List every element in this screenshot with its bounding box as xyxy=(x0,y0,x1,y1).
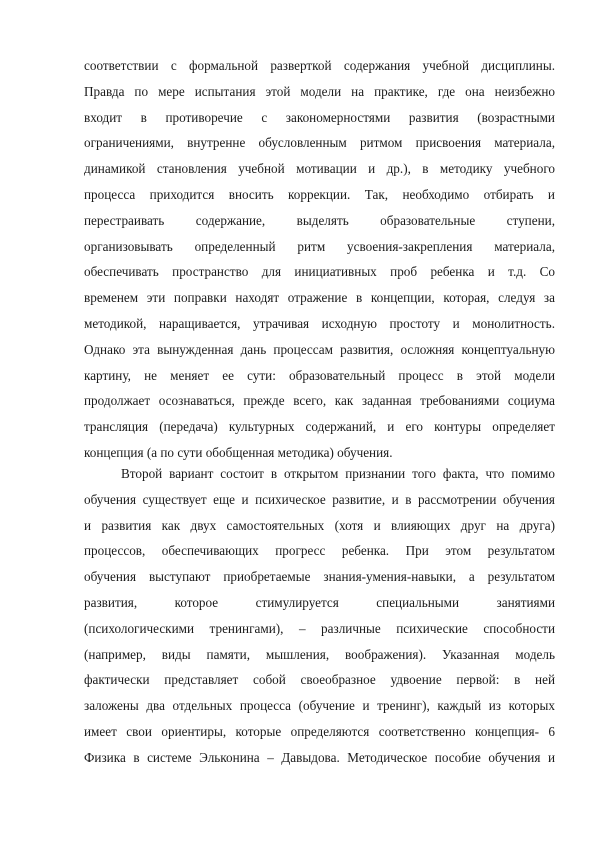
text-line: (например, виды памяти, мышления, воображения). Указанная модель xyxy=(84,646,555,662)
text-line: Физика в системе Эльконина – Давыдова. Методическое пособие обучения и xyxy=(84,749,555,765)
text-line: методикой, наращивается, утрачивая исходную простоту и монолитность. xyxy=(84,315,555,331)
text-line: имеет свои ориентиры, которые определяются соответственно концепция- 6 xyxy=(84,723,555,739)
text-line: обучения выступают приобретаемые знания-умения-навыки, а результатом xyxy=(84,569,555,585)
text-line: и развития как двух самостоятельных (хотя и влияющих друг на друга) xyxy=(84,517,555,533)
text-line: процесса приходится вносить коррекции. Так, необходимо отбирать и xyxy=(84,186,555,202)
text-line: организовывать определенный ритм усвоения-закрепления материала, xyxy=(84,238,555,254)
text-line: перестраивать содержание, выделять образовательные ступени, xyxy=(84,212,555,228)
text-line: концепция (а по сути обобщенная методика) обучения. xyxy=(84,444,393,460)
paragraph-1 xyxy=(84,53,555,466)
text-line: продолжает осознаваться, прежде всего, как заданная требованиями социума xyxy=(84,393,555,409)
text-line: трансляция (передача) культурных содержаний, и его контуры определяет xyxy=(84,419,555,435)
text-line: (психологическими тренингами), – различные психические способности xyxy=(84,620,555,636)
text-line: обеспечивать пространство для инициативных проб ребенка и т.д. Со xyxy=(84,264,555,280)
text-line: заложены два отдельных процесса (обучение и тренинг), каждый из которых xyxy=(84,698,555,714)
text-line: Второй вариант состоит в открытом признании того факта, что помимо xyxy=(121,466,555,481)
text-line: соответствии с формальной разверткой содержания учебной дисциплины. xyxy=(84,58,555,73)
text-line: ограничениями, внутренне обусловленным ритмом присвоения материала, xyxy=(84,135,555,151)
paragraph-2 xyxy=(84,461,555,771)
text-line: Однако эта вынужденная дань процессам развития, осложняя концептуальную xyxy=(84,341,555,357)
text-line: временем эти поправки находят отражение в концепции, которая, следуя за xyxy=(84,290,555,306)
text-line: Правда по мере испытания этой модели на практике, где она неизбежно xyxy=(84,83,555,99)
text-line: развития, которое стимулируется специальными занятиями xyxy=(84,594,555,610)
text-line: картину, не меняет ее сути: образовательный процесс в этой модели xyxy=(84,367,555,383)
text-line: обучения существует еще и психическое развитие, и в рассмотрении обучения xyxy=(84,491,555,507)
text-line: входит в противоречие с закономерностями развития (возрастными xyxy=(84,109,555,125)
text-line: процессов, обеспечивающих прогресс ребенка. При этом результатом xyxy=(84,543,555,559)
text-line: динамикой становления учебной мотивации и др.), в методику учебного xyxy=(84,161,555,177)
text-line: фактически представляет собой своеобразное удвоение первой: в ней xyxy=(84,672,555,688)
